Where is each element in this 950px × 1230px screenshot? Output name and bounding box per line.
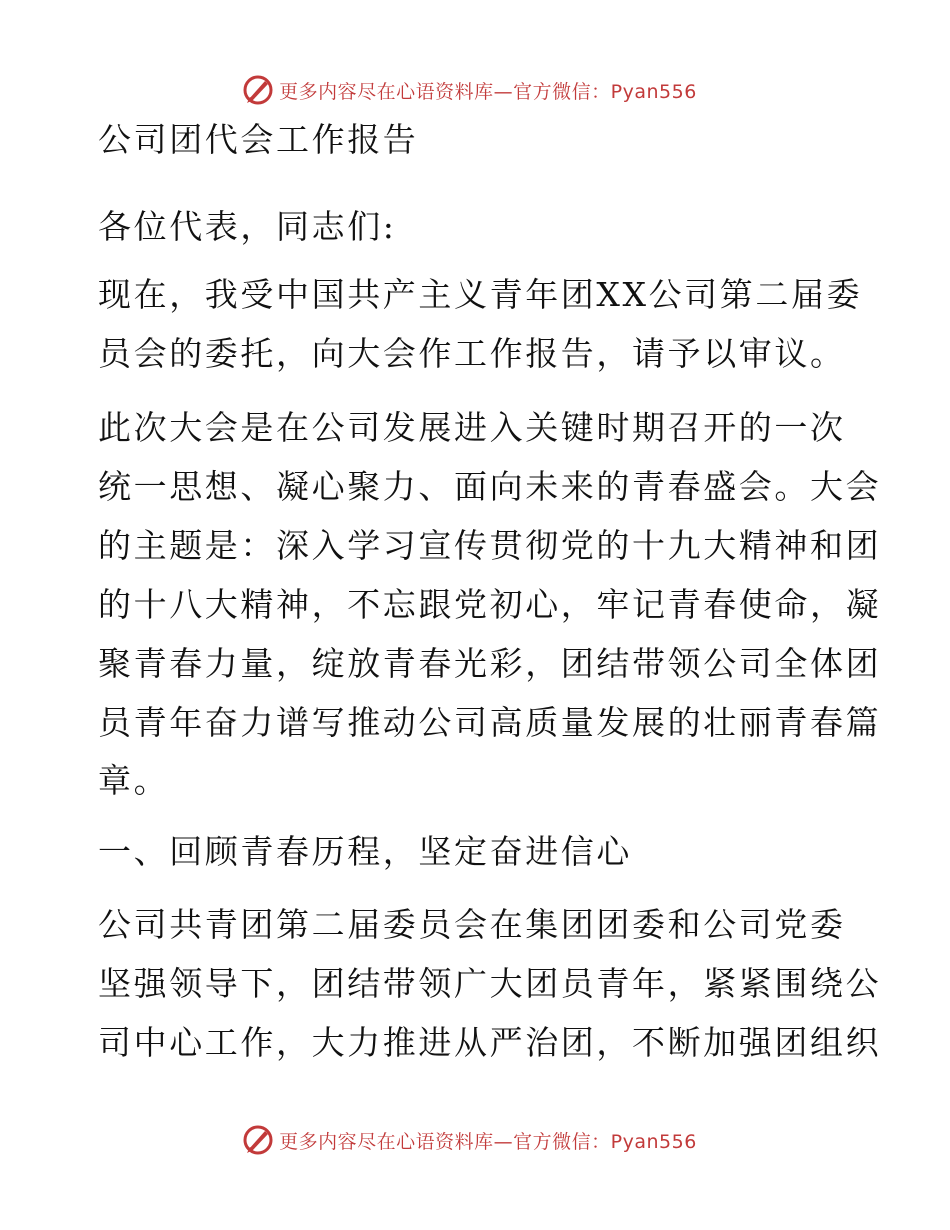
paragraph-line: 统一思想、凝心聚力、面向未来的青春盛会。大会 [98,467,882,506]
section-heading: 一、回顾青春历程，坚定奋进信心 [98,832,632,871]
paragraph-line: 坚强领导下，团结带领广大团员青年，紧紧围绕公 [98,964,882,1003]
salutation: 各位代表，同志们: [98,207,397,246]
paragraph-line: 章。 [98,761,170,800]
quill-logo-icon [241,1123,275,1157]
paragraph-line: 员会的委托，向大会作工作报告，请予以审议。 [98,334,846,373]
header-watermark [0,70,950,110]
paragraph-line: 聚青春力量，绽放青春光彩，团结带领公司全体团 [98,644,882,683]
paragraph-line: 现在，我受中国共产主义青年团XX公司第二届委 [98,275,863,314]
paragraph-line: 司中心工作，大力推进从严治团，不断加强团组织 [98,1023,882,1062]
watermark-text: 更多内容尽在心语资料库—官方微信：Pyan556 [279,80,697,103]
paragraph-line: 公司共青团第二届委员会在集团团委和公司党委 [98,905,846,944]
watermark-text: 更多内容尽在心语资料库—官方微信：Pyan556 [279,1130,697,1153]
paragraph-line: 此次大会是在公司发展进入关键时期召开的一次 [98,408,846,447]
quill-logo-icon [241,73,275,107]
paragraph-line: 员青年奋力谱写推动公司高质量发展的壮丽青春篇 [98,703,882,742]
document-title: 公司团代会工作报告 [98,120,419,159]
paragraph-line: 的十八大精神，不忘跟党初心，牢记青春使命，凝 [98,585,882,624]
paragraph-line: 的主题是：深入学习宣传贯彻党的十九大精神和团 [98,526,882,565]
footer-watermark [0,1120,950,1160]
